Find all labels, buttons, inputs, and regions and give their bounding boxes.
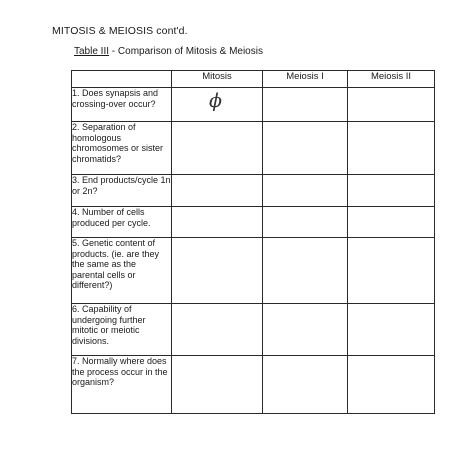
comparison-table [71, 70, 435, 414]
question-cell: 1. Does synapsis and crossing-over occur? [72, 88, 172, 122]
answer-cell-meiosis-1[interactable] [263, 238, 348, 304]
answer-cell-meiosis-2[interactable] [348, 122, 435, 175]
answer-cell-meiosis-2[interactable] [348, 356, 435, 414]
table-caption-text: - Comparison of Mitosis & Meiosis [109, 46, 263, 57]
column-header-mitosis: Mitosis [172, 71, 263, 88]
answer-cell-meiosis-1[interactable] [263, 175, 348, 207]
question-cell: 7. Normally where does the process occur in the organism? [72, 356, 172, 414]
table-caption-label: Table III [74, 46, 110, 57]
table-row [72, 175, 435, 207]
answer-cell-meiosis-2[interactable] [348, 207, 435, 238]
column-header-meiosis-2: Meiosis II [348, 71, 435, 88]
answer-cell-meiosis-1[interactable] [263, 122, 348, 175]
answer-cell-mitosis[interactable] [172, 238, 263, 304]
table-caption [74, 46, 263, 57]
table-row [72, 304, 435, 356]
question-cell: 5. Genetic content of products. (ie. are they the same as the parental cells or different?) [72, 238, 172, 304]
column-header-meiosis-1: Meiosis I [263, 71, 348, 88]
table-row [72, 356, 435, 414]
question-cell: 3. End products/cycle 1n or 2n? [72, 175, 172, 207]
answer-cell-mitosis[interactable] [172, 207, 263, 238]
question-cell: 2. Separation of homologous chromosomes or sister chromatids? [72, 122, 172, 175]
answer-cell-meiosis-2[interactable] [348, 175, 435, 207]
answer-cell-meiosis-2[interactable] [348, 238, 435, 304]
handwritten-null-mark: ϕ [209, 90, 222, 112]
question-cell: 4. Number of cells produced per cycle. [72, 207, 172, 238]
table-row [72, 238, 435, 304]
table-row [72, 122, 435, 175]
table-row [72, 207, 435, 238]
corner-cell [72, 71, 172, 88]
header-row [72, 71, 435, 88]
answer-cell-mitosis[interactable] [172, 356, 263, 414]
answer-cell-mitosis[interactable] [172, 175, 263, 207]
question-cell: 6. Capability of undergoing further mitotic or meiotic divisions. [72, 304, 172, 356]
answer-cell-meiosis-1[interactable] [263, 356, 348, 414]
answer-cell-mitosis[interactable] [172, 88, 263, 122]
answer-cell-meiosis-1[interactable] [263, 304, 348, 356]
answer-cell-meiosis-1[interactable] [263, 88, 348, 122]
table-row [72, 88, 435, 122]
answer-cell-meiosis-1[interactable] [263, 207, 348, 238]
answer-cell-meiosis-2[interactable] [348, 304, 435, 356]
answer-cell-meiosis-2[interactable] [348, 88, 435, 122]
answer-cell-mitosis[interactable] [172, 304, 263, 356]
page-heading: MITOSIS & MEIOSIS cont'd. [52, 25, 188, 37]
answer-cell-mitosis[interactable] [172, 122, 263, 175]
